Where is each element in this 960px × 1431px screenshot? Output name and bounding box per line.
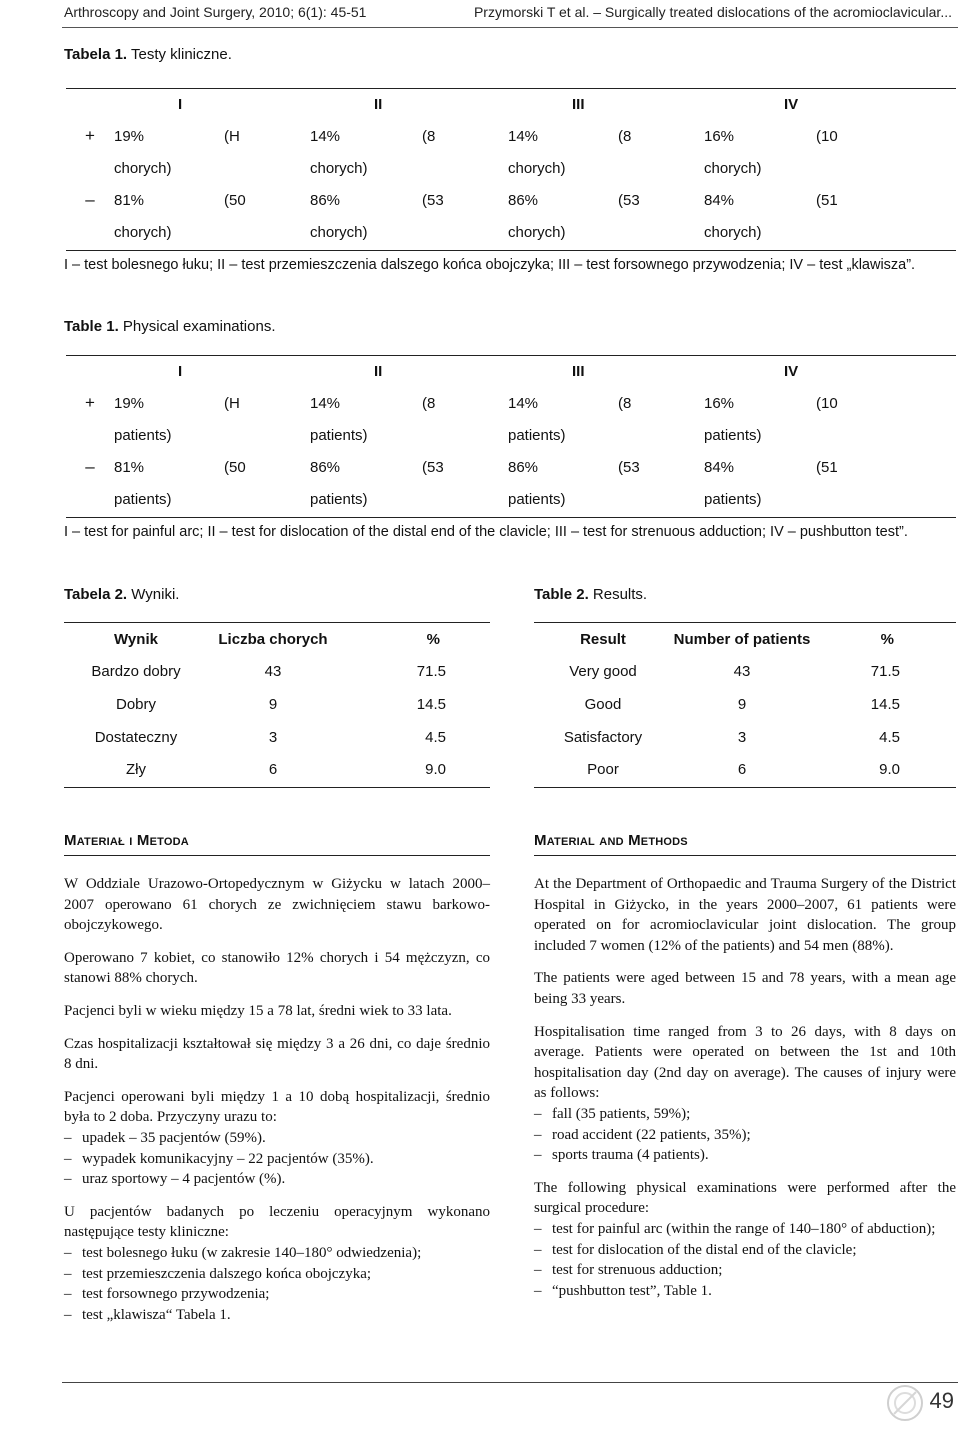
table-cell: chorych) — [508, 159, 566, 177]
list-item: – road accident (22 patients, 35%); — [534, 1125, 956, 1146]
table-cell: (51 — [816, 458, 838, 476]
table-cell — [422, 152, 508, 184]
section-heading-pl-rule — [64, 855, 490, 856]
list-item: – uraz sportowy – 4 pacjentów (%). — [64, 1169, 490, 1190]
table-cell: (10 — [816, 394, 838, 412]
table2-en-header-percent: % — [880, 630, 894, 648]
table2-pl-bottom-rule — [64, 787, 490, 788]
row-sign: + — [85, 126, 95, 145]
table-row — [64, 688, 490, 721]
table-row — [66, 184, 956, 216]
patient-count: 9 — [737, 695, 747, 713]
table-cell: 86% — [310, 191, 341, 209]
table-cell — [422, 483, 508, 515]
table-cell: 14% — [310, 127, 341, 145]
table1-en — [66, 355, 956, 515]
result-label: Poor — [587, 761, 619, 779]
patient-count: 6 — [268, 761, 278, 779]
percent-value: 4.5 — [879, 728, 900, 746]
table1-pl — [66, 88, 956, 248]
section-heading-en: Material and Methods — [534, 832, 688, 849]
table-cell — [224, 216, 310, 248]
table-cell: (51 — [816, 191, 838, 209]
table1-pl-caption: Tabela 1. Testy kliniczne. — [64, 46, 232, 63]
row-sign: – — [85, 457, 95, 476]
table-cell: (53 — [618, 458, 640, 476]
table-cell: 19% — [114, 394, 145, 412]
patient-count: 6 — [737, 761, 747, 779]
table1-pl-header-3: III — [572, 95, 585, 113]
patient-count: 3 — [737, 728, 747, 746]
list-item: – wypadek komunikacyjny – 22 pacjentów (35%). — [64, 1149, 490, 1170]
table-cell: 86% — [310, 458, 341, 476]
table-row — [534, 656, 956, 689]
table1-en-header-4: IV — [784, 362, 799, 380]
table-cell: chorych) — [114, 159, 172, 177]
table-cell: (53 — [422, 458, 444, 476]
section-body-pl — [64, 874, 490, 1337]
paragraph: U pacjentów badanych po leczeniu operacyjnym wykonano następujące testy kliniczne: — [64, 1203, 490, 1241]
tests-list-en — [534, 1219, 956, 1301]
table-row — [66, 419, 956, 451]
table1-pl-header-4: IV — [784, 95, 799, 113]
table-cell — [224, 483, 310, 515]
list-item: – “pushbutton test”, Table 1. — [534, 1281, 956, 1302]
table-cell: 86% — [508, 458, 539, 476]
paragraph: Czas hospitalizacji kształtował się między 3 a 26 dni, co daje średnio 8 dni. — [64, 1035, 490, 1073]
table-cell: 14% — [508, 127, 539, 145]
percent-value: 14.5 — [416, 695, 446, 713]
footer-rule — [62, 1382, 958, 1383]
list-item: – fall (35 patients, 59%); — [534, 1104, 956, 1125]
patient-count: 9 — [268, 695, 278, 713]
table2-en-caption: Table 2. Results. — [534, 586, 648, 603]
list-item: – test for dislocation of the distal end of the clavicle; — [534, 1240, 956, 1261]
table-cell: patients) — [704, 426, 762, 444]
table-cell: 16% — [704, 127, 735, 145]
table2-pl-header-result: Wynik — [114, 630, 158, 648]
table-row — [534, 688, 956, 721]
table-cell: 19% — [114, 127, 145, 145]
table1-en-bottom-rule — [66, 517, 956, 518]
result-label: Dostateczny — [94, 728, 178, 746]
table-cell — [224, 419, 310, 451]
row-sign — [66, 483, 114, 515]
table-cell: 84% — [704, 458, 735, 476]
page-number: 49 — [929, 1388, 954, 1413]
list-item: – test for painful arc (within the range of 140–180° of abduction); — [534, 1219, 956, 1240]
table-cell: chorych) — [704, 159, 762, 177]
table-cell — [618, 419, 704, 451]
journal-citation: Arthroscopy and Joint Surgery, 2010; 6(1): 45-51 — [64, 4, 367, 20]
percent-value: 9.0 — [425, 761, 446, 779]
table2-en-header-result: Result — [580, 630, 626, 648]
paragraph: W Oddziale Urazowo-Ortopedycznym w Giżycku w latach 2000–2007 operowano 61 chorych ze zwichnięciem stawu barkowo-obojczykowego. — [64, 876, 490, 934]
table-row — [66, 216, 956, 248]
table-cell: (8 — [422, 394, 436, 412]
table-cell: patients) — [508, 426, 566, 444]
table-row — [66, 120, 956, 152]
table2-pl-header-count: Liczba chorych — [218, 630, 328, 648]
table-cell: (50 — [224, 458, 246, 476]
table-cell: patients) — [508, 490, 566, 508]
table-cell: patients) — [704, 490, 762, 508]
table-row — [66, 451, 956, 483]
table1-pl-bottom-rule — [66, 250, 956, 251]
paragraph: The following physical examinations were performed after the surgical procedure: — [534, 1179, 956, 1217]
table-row — [66, 483, 956, 515]
result-label: Dobry — [115, 695, 156, 713]
table-cell: (8 — [618, 394, 632, 412]
paragraph: At the Department of Orthopaedic and Trauma Surgery of the District Hospital in Giżycko, in the years 2000–2007, 61 patients were operated on for acromioclavicular joint dislocation. The group included 7 women (12% of the patients) and 54 men (88%). — [534, 876, 956, 954]
table-cell: 14% — [508, 394, 539, 412]
table-cell: (8 — [618, 127, 632, 145]
table-cell — [816, 152, 956, 184]
table-cell: chorych) — [310, 159, 368, 177]
table-row — [534, 753, 956, 786]
percent-value: 4.5 — [425, 728, 446, 746]
row-sign: – — [85, 190, 95, 209]
paragraph: Pacjenci byli w wieku między 15 a 78 lat, średni wiek to 33 lata. — [64, 1002, 452, 1019]
result-label: Good — [584, 695, 622, 713]
table-cell — [224, 152, 310, 184]
table-cell: chorych) — [310, 223, 368, 241]
row-sign — [66, 419, 114, 451]
table-row — [66, 387, 956, 419]
table-cell: (H — [224, 394, 240, 412]
paragraph: Hospitalisation time ranged from 3 to 26 days, with 8 days on average. Patients were operated on between the 1st and 10th hospitalisation day (2nd day on average). The causes of injury were as follows: — [534, 1023, 956, 1102]
table-cell — [618, 216, 704, 248]
section-heading-en-rule — [534, 855, 956, 856]
table-cell — [816, 216, 956, 248]
list-item: – test „klawisza“ Tabela 1. — [64, 1305, 490, 1326]
patient-count: 43 — [264, 663, 282, 681]
table-row — [534, 721, 956, 754]
section-heading-pl: Materiał i Metoda — [64, 832, 189, 849]
table1-pl-header-row — [66, 88, 956, 120]
result-label: Zły — [126, 761, 146, 779]
table2-en — [534, 623, 956, 786]
table1-en-header-2: II — [374, 362, 383, 380]
percent-value: 9.0 — [879, 761, 900, 779]
table1-en-header-row — [66, 355, 956, 387]
running-title: Przymorski T et al. – Surgically treated dislocations of the acromioclavicular... — [473, 4, 952, 20]
list-item: – upadek – 35 pacjentów (59%). — [64, 1128, 490, 1149]
table-cell: patients) — [310, 490, 368, 508]
list-item: – test for strenuous adduction; — [534, 1260, 956, 1281]
table-cell — [618, 483, 704, 515]
table2-pl-caption: Tabela 2. Wyniki. — [64, 586, 180, 603]
table-cell — [816, 483, 956, 515]
table-cell: chorych) — [114, 223, 172, 241]
table-cell: 84% — [704, 191, 735, 209]
table-cell: 86% — [508, 191, 539, 209]
percent-value: 14.5 — [870, 695, 900, 713]
percent-value: 71.5 — [870, 663, 900, 681]
causes-list-en — [534, 1104, 956, 1166]
list-item: – sports trauma (4 patients). — [534, 1145, 956, 1166]
table1-en-legend: I – test for painful arc; II – test for dislocation of the distal end of the clavicle; III – test for strenuous adduction; IV – pushbutton test”. — [64, 524, 908, 540]
percent-value: 71.5 — [416, 663, 446, 681]
table1-pl-legend: I – test bolesnego łuku; II – test przemieszczenia dalszego końca obojczyka; III – test forsownego przywodzenia; IV – test „klawisza”. — [64, 257, 916, 273]
patient-count: 3 — [268, 728, 278, 746]
paragraph: The patients were aged between 15 and 78 years, with a mean age being 33 years. — [534, 970, 956, 1007]
table1-pl-header-1: I — [178, 95, 183, 113]
table-cell: (53 — [422, 191, 444, 209]
section-body-en — [534, 874, 956, 1313]
result-label: Very good — [569, 663, 637, 681]
table-cell: (10 — [816, 127, 838, 145]
table2-en-bottom-rule — [534, 787, 956, 788]
table-cell — [618, 152, 704, 184]
table-cell: (50 — [224, 191, 246, 209]
row-sign — [66, 152, 114, 184]
table-cell: 81% — [114, 458, 145, 476]
patient-count: 43 — [733, 663, 751, 681]
paragraph: Operowano 7 kobiet, co stanowiło 12% chorych i 54 mężczyzn, co stanowi 88% chorych. — [64, 949, 490, 987]
table-cell: (8 — [422, 127, 436, 145]
row-sign: + — [85, 393, 95, 412]
list-item: – test forsownego przywodzenia; — [64, 1284, 490, 1305]
table1-pl-header-2: II — [374, 95, 383, 113]
table1-en-header-3: III — [572, 362, 585, 380]
table-cell — [422, 419, 508, 451]
tests-list-pl — [64, 1243, 490, 1325]
table-cell: patients) — [114, 490, 172, 508]
table-row — [64, 721, 490, 754]
result-label: Satisfactory — [563, 728, 643, 746]
table-cell: patients) — [310, 426, 368, 444]
table-row — [64, 656, 490, 689]
table-cell: patients) — [114, 426, 172, 444]
list-item: – test przemieszczenia dalszego końca obojczyka; — [64, 1264, 490, 1285]
table1-en-header-1: I — [178, 362, 183, 380]
table-row — [64, 753, 490, 786]
table-cell: 16% — [704, 394, 735, 412]
table1-en-caption: Table 1. Physical examinations. — [64, 318, 276, 335]
table2-pl — [64, 623, 490, 786]
paragraph: Pacjenci operowani byli między 1 a 10 dobą hospitalizacji, średnio była to 2 doba. Przyczyny urazu to: — [64, 1088, 490, 1126]
causes-list-pl — [64, 1128, 490, 1190]
table2-pl-header-row — [64, 623, 490, 656]
header-rule — [62, 27, 958, 28]
table2-en-header-row — [534, 623, 956, 656]
table-cell — [816, 419, 956, 451]
table2-pl-header-percent: % — [426, 630, 440, 648]
row-sign — [66, 216, 114, 248]
journal-logo-icon — [886, 1384, 924, 1422]
table2-en-header-count: Number of patients — [673, 630, 811, 648]
table-cell: chorych) — [704, 223, 762, 241]
table-cell: 81% — [114, 191, 145, 209]
table-cell: (53 — [618, 191, 640, 209]
table-row — [66, 152, 956, 184]
result-label: Bardzo dobry — [91, 663, 181, 681]
table-cell: 14% — [310, 394, 341, 412]
table-cell — [422, 216, 508, 248]
table-cell: (H — [224, 127, 240, 145]
list-item: – test bolesnego łuku (w zakresie 140–180° odwiedzenia); — [64, 1243, 490, 1264]
table-cell: chorych) — [508, 223, 566, 241]
